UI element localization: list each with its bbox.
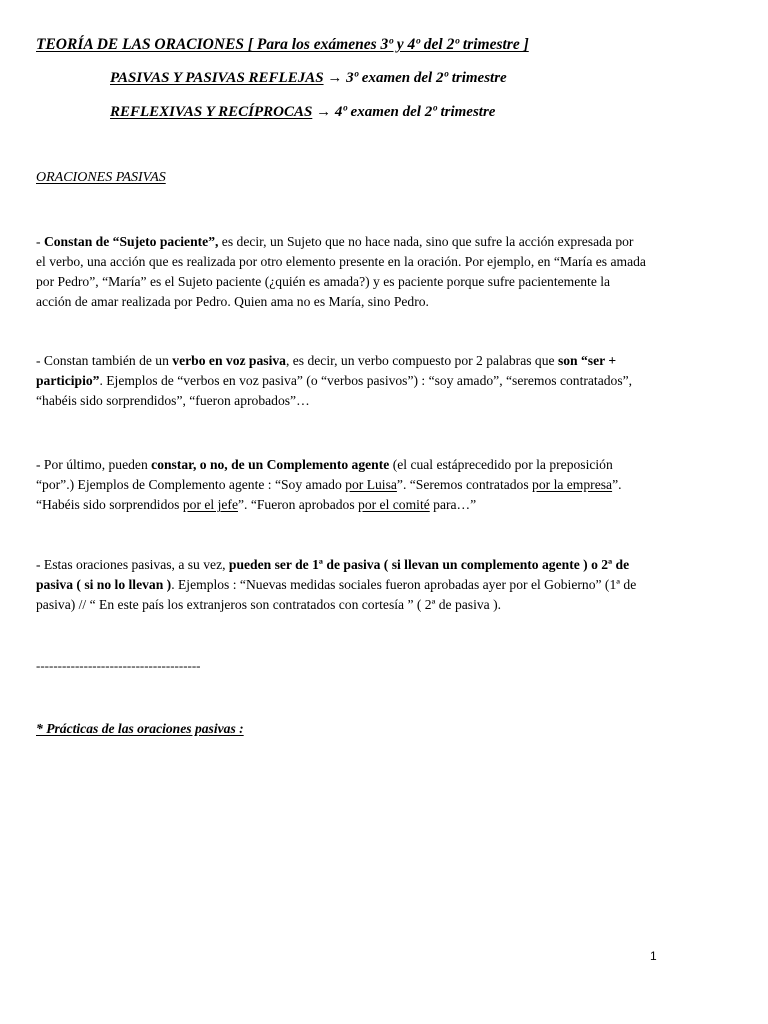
text: es decir, un Sujeto que no hace nada, sino que sufre la acción expresada por <box>218 234 634 249</box>
bold-text: constar, o no, de un Complemento agente <box>151 457 390 472</box>
text: (el cual estáprecedido por la preposición <box>389 457 613 472</box>
text: , es decir, un verbo compuesto por 2 palabras que <box>285 353 558 368</box>
text-line: acción de amar realizada por Pedro. Quien ama no es María, sino Pedro. <box>36 294 429 309</box>
text: . Ejemplos : “Nuevas medidas sociales fueron aprobadas ayer por el Gobierno” (1ª de <box>171 577 637 592</box>
page-number: 1 <box>650 949 657 963</box>
separator-line: -------------------------------------- <box>36 658 201 673</box>
underlined-text: por el jefe <box>182 497 238 512</box>
text: ”. “Fueron aprobados <box>237 497 359 512</box>
bold-text: pueden ser de 1ª de pasiva ( si llevan un complemento agente ) o 2ª de <box>228 557 630 572</box>
bold-text: participio” <box>36 373 100 388</box>
text-line: el verbo, una acción que es realizada por otro elemento presente en la oración. Por ejemplo, en “María es amada <box>36 254 646 269</box>
text-line: pasiva) // “ En este país los extranjeros son contratados con cortesía ” ( 2ª de pasiva ). <box>36 597 502 612</box>
paragraph-complemento-agente <box>36 455 764 515</box>
text: para…” <box>429 497 477 512</box>
text-line: por Pedro”, “María” es el Sujeto paciente (¿quién es amada?) y es paciente porque sufre pacientemente la <box>36 274 611 289</box>
underlined-text: por la empresa <box>532 477 613 492</box>
subtitle-pasivas <box>110 70 507 87</box>
paragraph-voz-pasiva <box>36 351 764 411</box>
text: - Por último, pueden <box>36 457 152 472</box>
document-title: TEORÍA DE LAS ORACIONES [ Para los exámenes 3º y 4º del 2º trimestre ] <box>36 36 529 53</box>
subtitle-reflexivas-topic: REFLEXIVAS Y RECÍPROCAS <box>110 104 313 120</box>
bold-text: Constan de “Sujeto paciente”, <box>43 234 219 249</box>
text: “Habéis sido sorprendidos <box>36 497 183 512</box>
subtitle-reflexivas-exam: → 4º examen del 2º trimestre <box>312 104 496 120</box>
subtitle-pasivas-topic: PASIVAS Y PASIVAS REFLEJAS <box>110 70 324 86</box>
paragraph-sujeto-paciente <box>36 232 764 312</box>
text: - <box>36 234 44 249</box>
bold-text: son “ser + <box>557 353 617 368</box>
text: ”. <box>612 477 622 492</box>
bold-text: pasiva ( si no lo llevan ) <box>36 577 172 592</box>
practice-heading: * Prácticas de las oraciones pasivas : <box>36 721 244 736</box>
section-heading: ORACIONES PASIVAS <box>36 170 166 185</box>
text: . Ejemplos de “verbos en voz pasiva” (o “verbos pasivos”) : “soy amado”, “seremos contratados”, <box>99 373 633 388</box>
underlined-text: por el comité <box>358 497 430 512</box>
paragraph-tipos-pasiva <box>36 555 764 615</box>
text: - Estas oraciones pasivas, a su vez, <box>36 557 229 572</box>
subtitle-reflexivas <box>110 104 495 121</box>
text: ”. “Seremos contratados <box>396 477 533 492</box>
text-line: “habéis sido sorprendidos”, “fueron aprobados”… <box>36 393 310 408</box>
subtitle-pasivas-exam: → 3º examen del 2º trimestre <box>323 70 507 86</box>
text: “por”.) Ejemplos de Complemento agente : “Soy amado <box>36 477 346 492</box>
underlined-text: por Luisa <box>345 477 397 492</box>
bold-text: verbo en voz pasiva <box>172 353 286 368</box>
text: - Constan también de un <box>36 353 173 368</box>
